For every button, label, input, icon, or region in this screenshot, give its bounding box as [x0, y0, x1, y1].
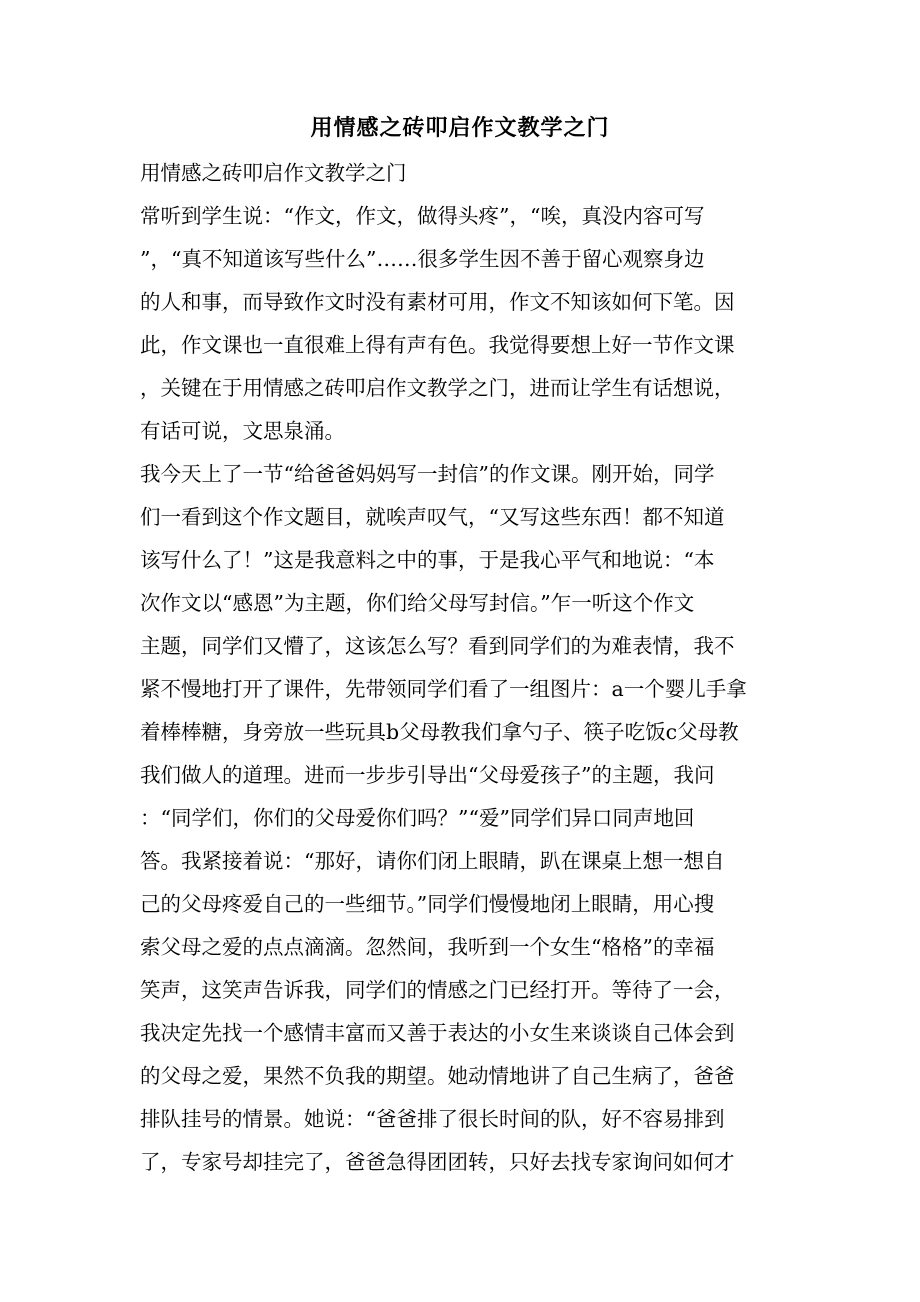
- text-line: 我们做人的道理。进而一步步引导出“父母爱孩子”的主题，我问: [140, 763, 715, 787]
- text-line: 用情感之砖叩启作文教学之门: [140, 161, 407, 185]
- text-line: 我今天上了一节“给爸爸妈妈写一封信”的作文课。刚开始，同学: [140, 462, 715, 486]
- text-line: 己的父母疼爱自己的一些细节。”同学们慢慢地闭上眼睛，用心搜: [140, 892, 715, 916]
- document-title: 用情感之砖叩启作文教学之门: [310, 115, 610, 141]
- text-line: 紧不慢地打开了课件，先带领同学们看了一组图片：a一个婴儿手拿: [140, 677, 747, 701]
- text-line: 笑声，这笑声告诉我，同学们的情感之门已经打开。等待了一会，: [140, 978, 735, 1002]
- text-line: ”，“真不知道该写些什么”……很多学生因不善于留心观察身边: [140, 247, 705, 271]
- text-line: 我决定先找一个感情丰富而又善于表达的小女生来谈谈自己体会到: [140, 1021, 735, 1045]
- text-line: 着棒棒糖，身旁放一些玩具b父母教我们拿勺子、筷子吃饭c父母教: [140, 720, 739, 744]
- text-line: 排队挂号的情景。她说：“爸爸排了很长时间的队，好不容易排到: [140, 1107, 725, 1131]
- text-line: 此，作文课也一直很难上得有声有色。我觉得要想上好一节作文课: [140, 333, 735, 357]
- text-line: 的父母之爱，果然不负我的期望。她动情地讲了自己生病了，爸爸: [140, 1064, 735, 1088]
- document-body: [140, 152, 780, 1184]
- text-line: 次作文以“感恩”为主题，你们给父母写封信。”乍一听这个作文: [140, 591, 695, 615]
- text-line: 的人和事，而导致作文时没有素材可用，作文不知该如何下笔。因: [140, 290, 735, 314]
- text-line: 有话可说，文思泉涌。: [140, 419, 345, 443]
- text-line: 该写什么了！”这是我意料之中的事，于是我心平气和地说：“本: [140, 548, 715, 572]
- text-line: 们一看到这个作文题目，就唉声叹气，“又写这些东西！都不知道: [140, 505, 725, 529]
- text-line: ：“同学们，你们的父母爱你们吗？”“爱”同学们异口同声地回: [140, 806, 695, 830]
- text-line: 索父母之爱的点点滴滴。忽然间，我听到一个女生“格格”的幸福: [140, 935, 715, 959]
- text-line: 主题，同学们又懵了，这该怎么写？看到同学们的为难表情，我不: [140, 634, 735, 658]
- text-line: 常听到学生说：“作文，作文，做得头疼”，“唉，真没内容可写: [140, 204, 705, 228]
- text-line: ，关键在于用情感之砖叩启作文教学之门，进而让学生有话想说，: [140, 376, 735, 400]
- text-line: 答。我紧接着说：“那好，请你们闭上眼睛，趴在课桌上想一想自: [140, 849, 725, 873]
- text-line: 了，专家号却挂完了，爸爸急得团团转，只好去找专家询问如何才: [140, 1150, 735, 1174]
